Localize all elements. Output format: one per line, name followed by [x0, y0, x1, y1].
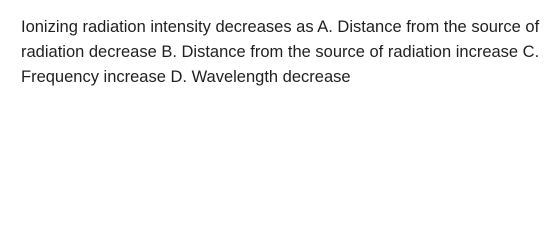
- question-text: Ionizing radiation intensity decreases as A. Distance from the source of radiation decrease B. Distance from the source of radiation increase C. Frequency increase D. Wavelength decrease: [21, 18, 540, 86]
